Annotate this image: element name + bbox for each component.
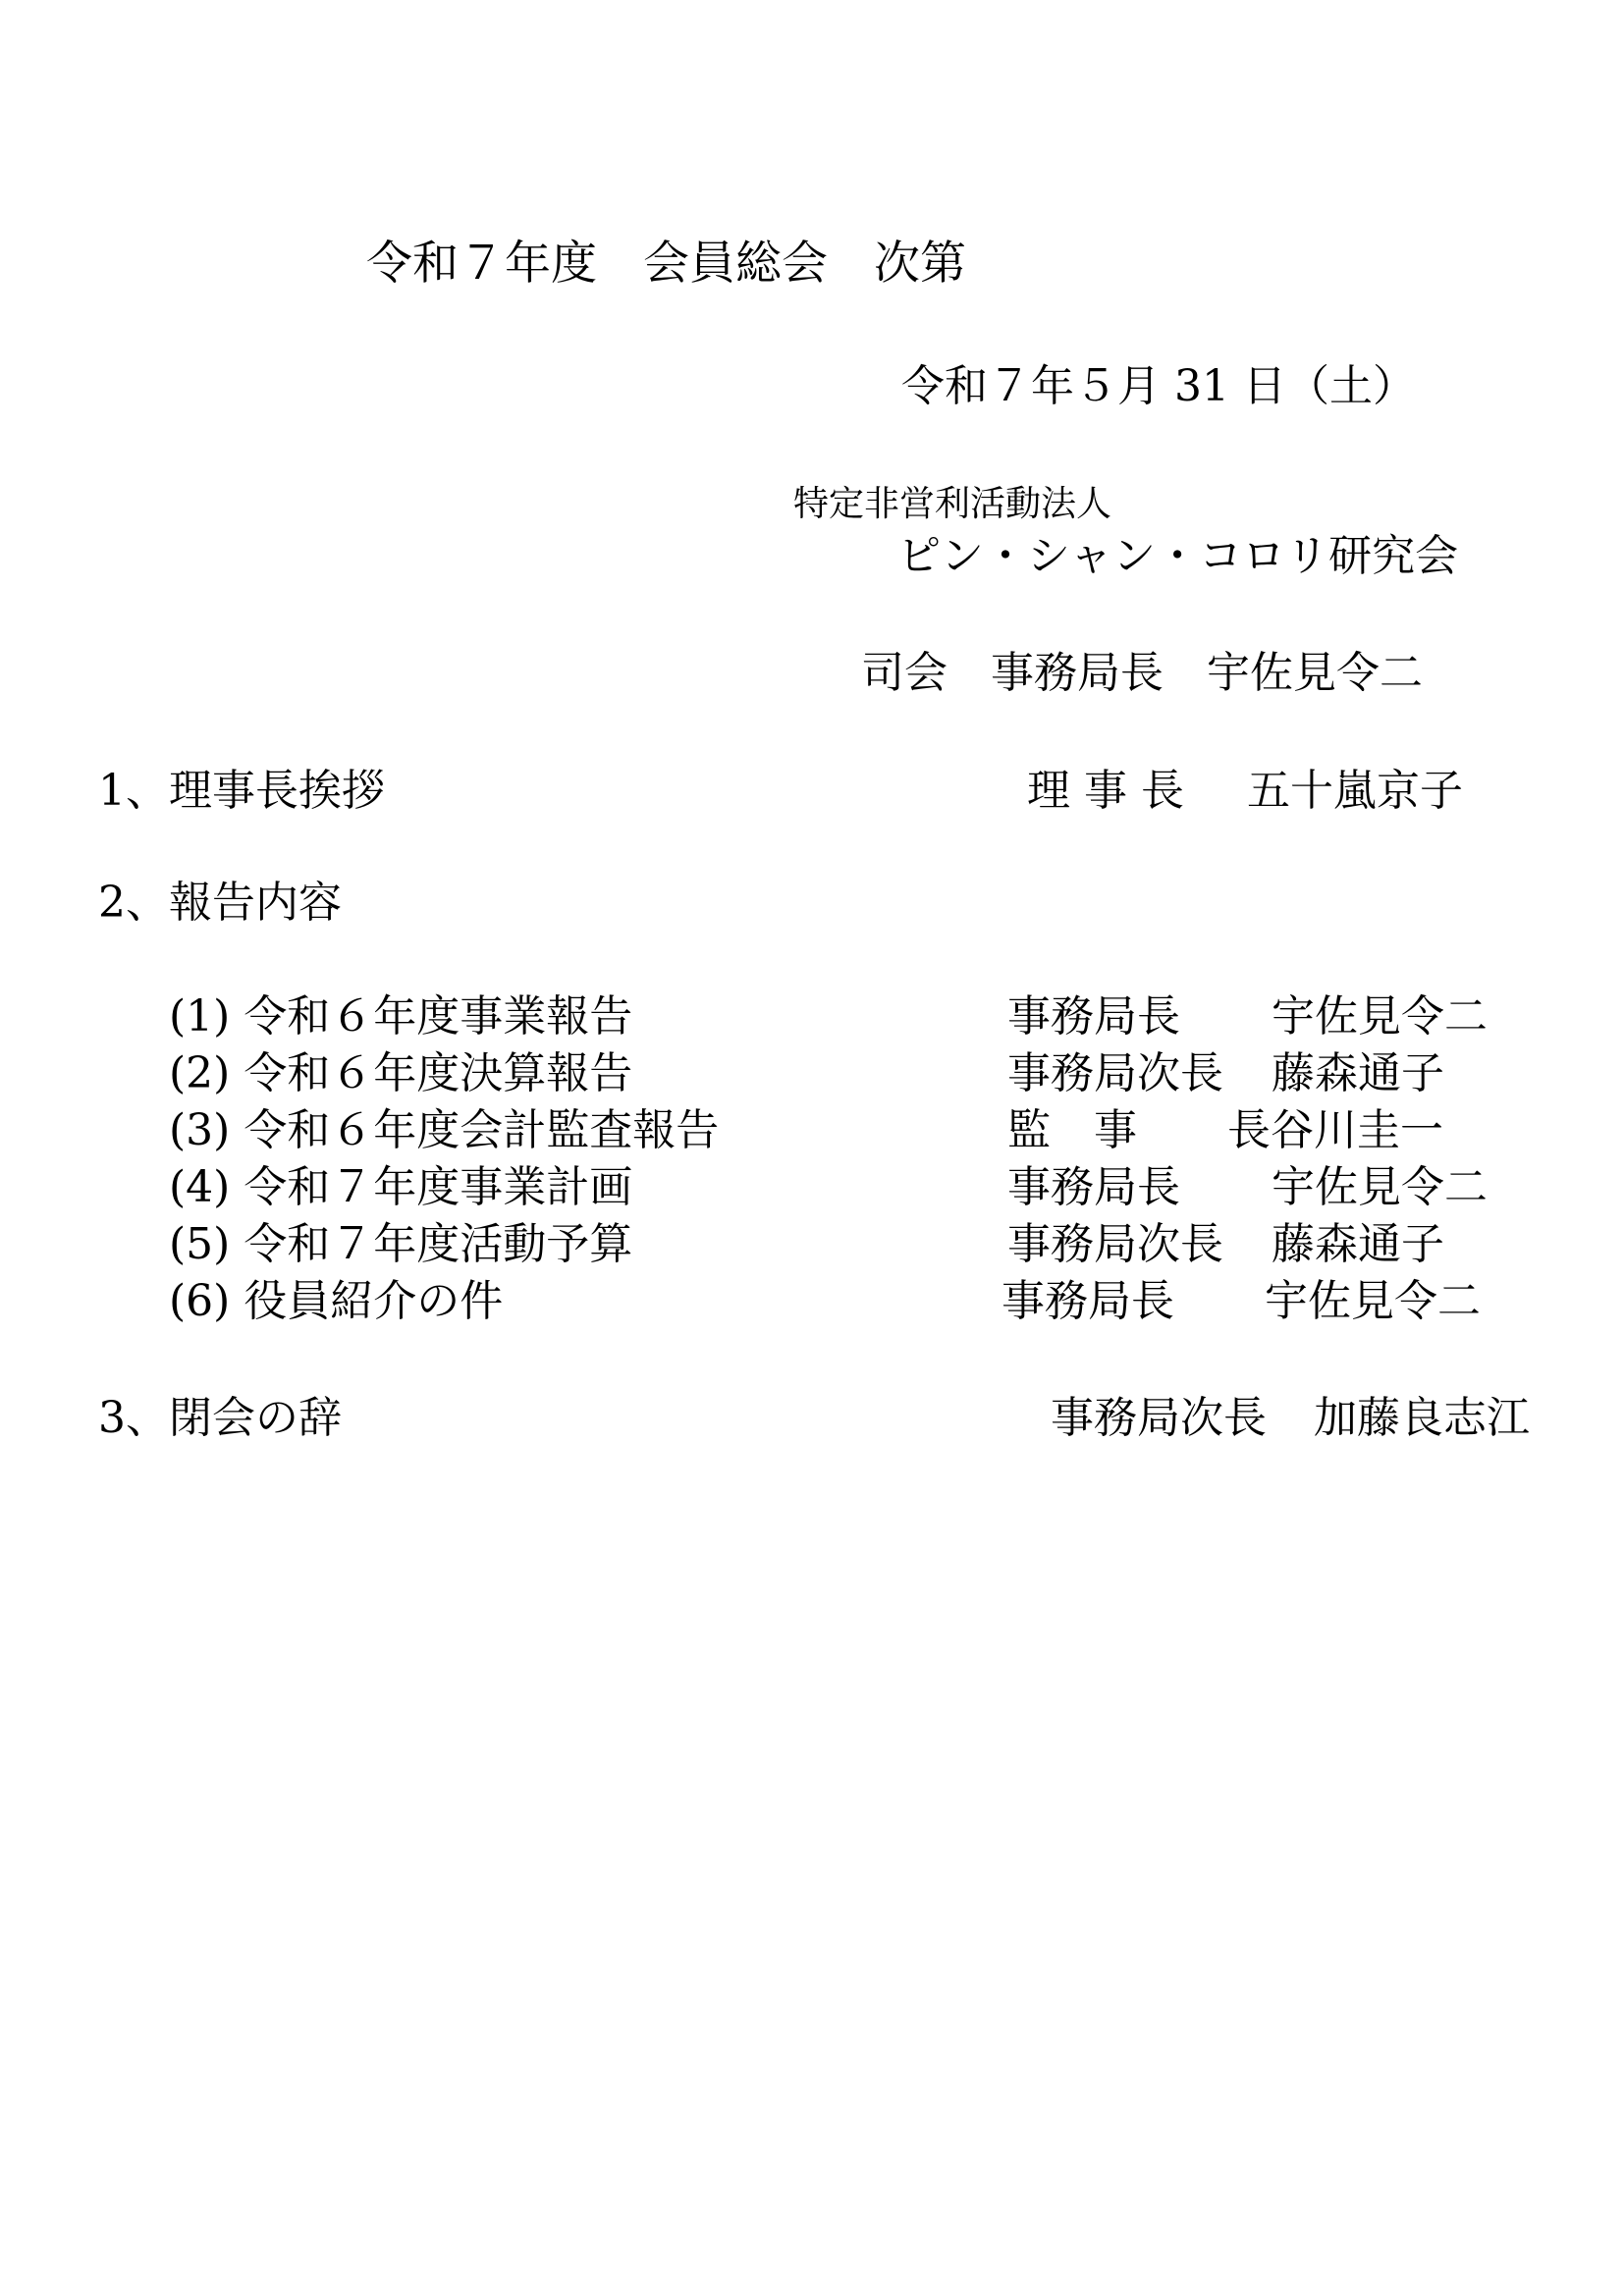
report-item-5-name: 藤森通子 [1272, 1219, 1444, 1269]
report-item-2-name: 藤森通子 [1272, 1048, 1444, 1098]
report-item-3-label: (3) 令和６年度会計監査報告 [169, 1105, 720, 1155]
report-item-6-name: 宇佐見令二 [1265, 1276, 1481, 1326]
section-1-name: 五十嵐京子 [1247, 766, 1463, 816]
organization-type: 特定非営利活動法人 [793, 484, 1112, 524]
report-item-5-label: (5) 令和７年度活動予算 [169, 1219, 633, 1269]
report-item-1-label: (1) 令和６年度事業報告 [169, 991, 633, 1041]
moderator-line: 司会 事務局長 宇佐見令二 [861, 648, 1423, 698]
report-item-2-label: (2) 令和６年度決算報告 [169, 1048, 633, 1098]
section-heading-1: 1、理事長挨拶 [98, 766, 385, 816]
report-item-4-role: 事務局長 [1007, 1162, 1180, 1212]
section-3-name: 加藤良志江 [1314, 1393, 1530, 1443]
report-item-6-role: 事務局長 [1001, 1276, 1174, 1326]
page-title: 令和７年度 会員総会 次第 [366, 237, 966, 291]
section-heading-2: 2、報告内容 [98, 878, 342, 928]
section-1-role: 理 事 長 [1027, 766, 1184, 816]
section-heading-3: 3、閉会の辞 [98, 1393, 342, 1443]
report-item-1-role: 事務局長 [1007, 991, 1180, 1041]
report-item-3-role: 監 事 [1007, 1105, 1137, 1155]
report-item-4-label: (4) 令和７年度事業計画 [169, 1162, 633, 1212]
organization-name: ピン・シャン・コロリ研究会 [897, 531, 1459, 581]
section-3-role: 事務局次長 [1051, 1393, 1267, 1443]
report-item-5-role: 事務局次長 [1007, 1219, 1223, 1269]
report-item-2-role: 事務局次長 [1007, 1048, 1223, 1098]
report-item-1-name: 宇佐見令二 [1272, 991, 1488, 1041]
report-item-4-name: 宇佐見令二 [1272, 1162, 1488, 1212]
report-item-3-name: 長谷川圭一 [1227, 1105, 1443, 1155]
meeting-date: 令和７年５月 31 日（土） [901, 361, 1416, 411]
report-item-6-label: (6) 役員紹介の件 [169, 1276, 504, 1326]
